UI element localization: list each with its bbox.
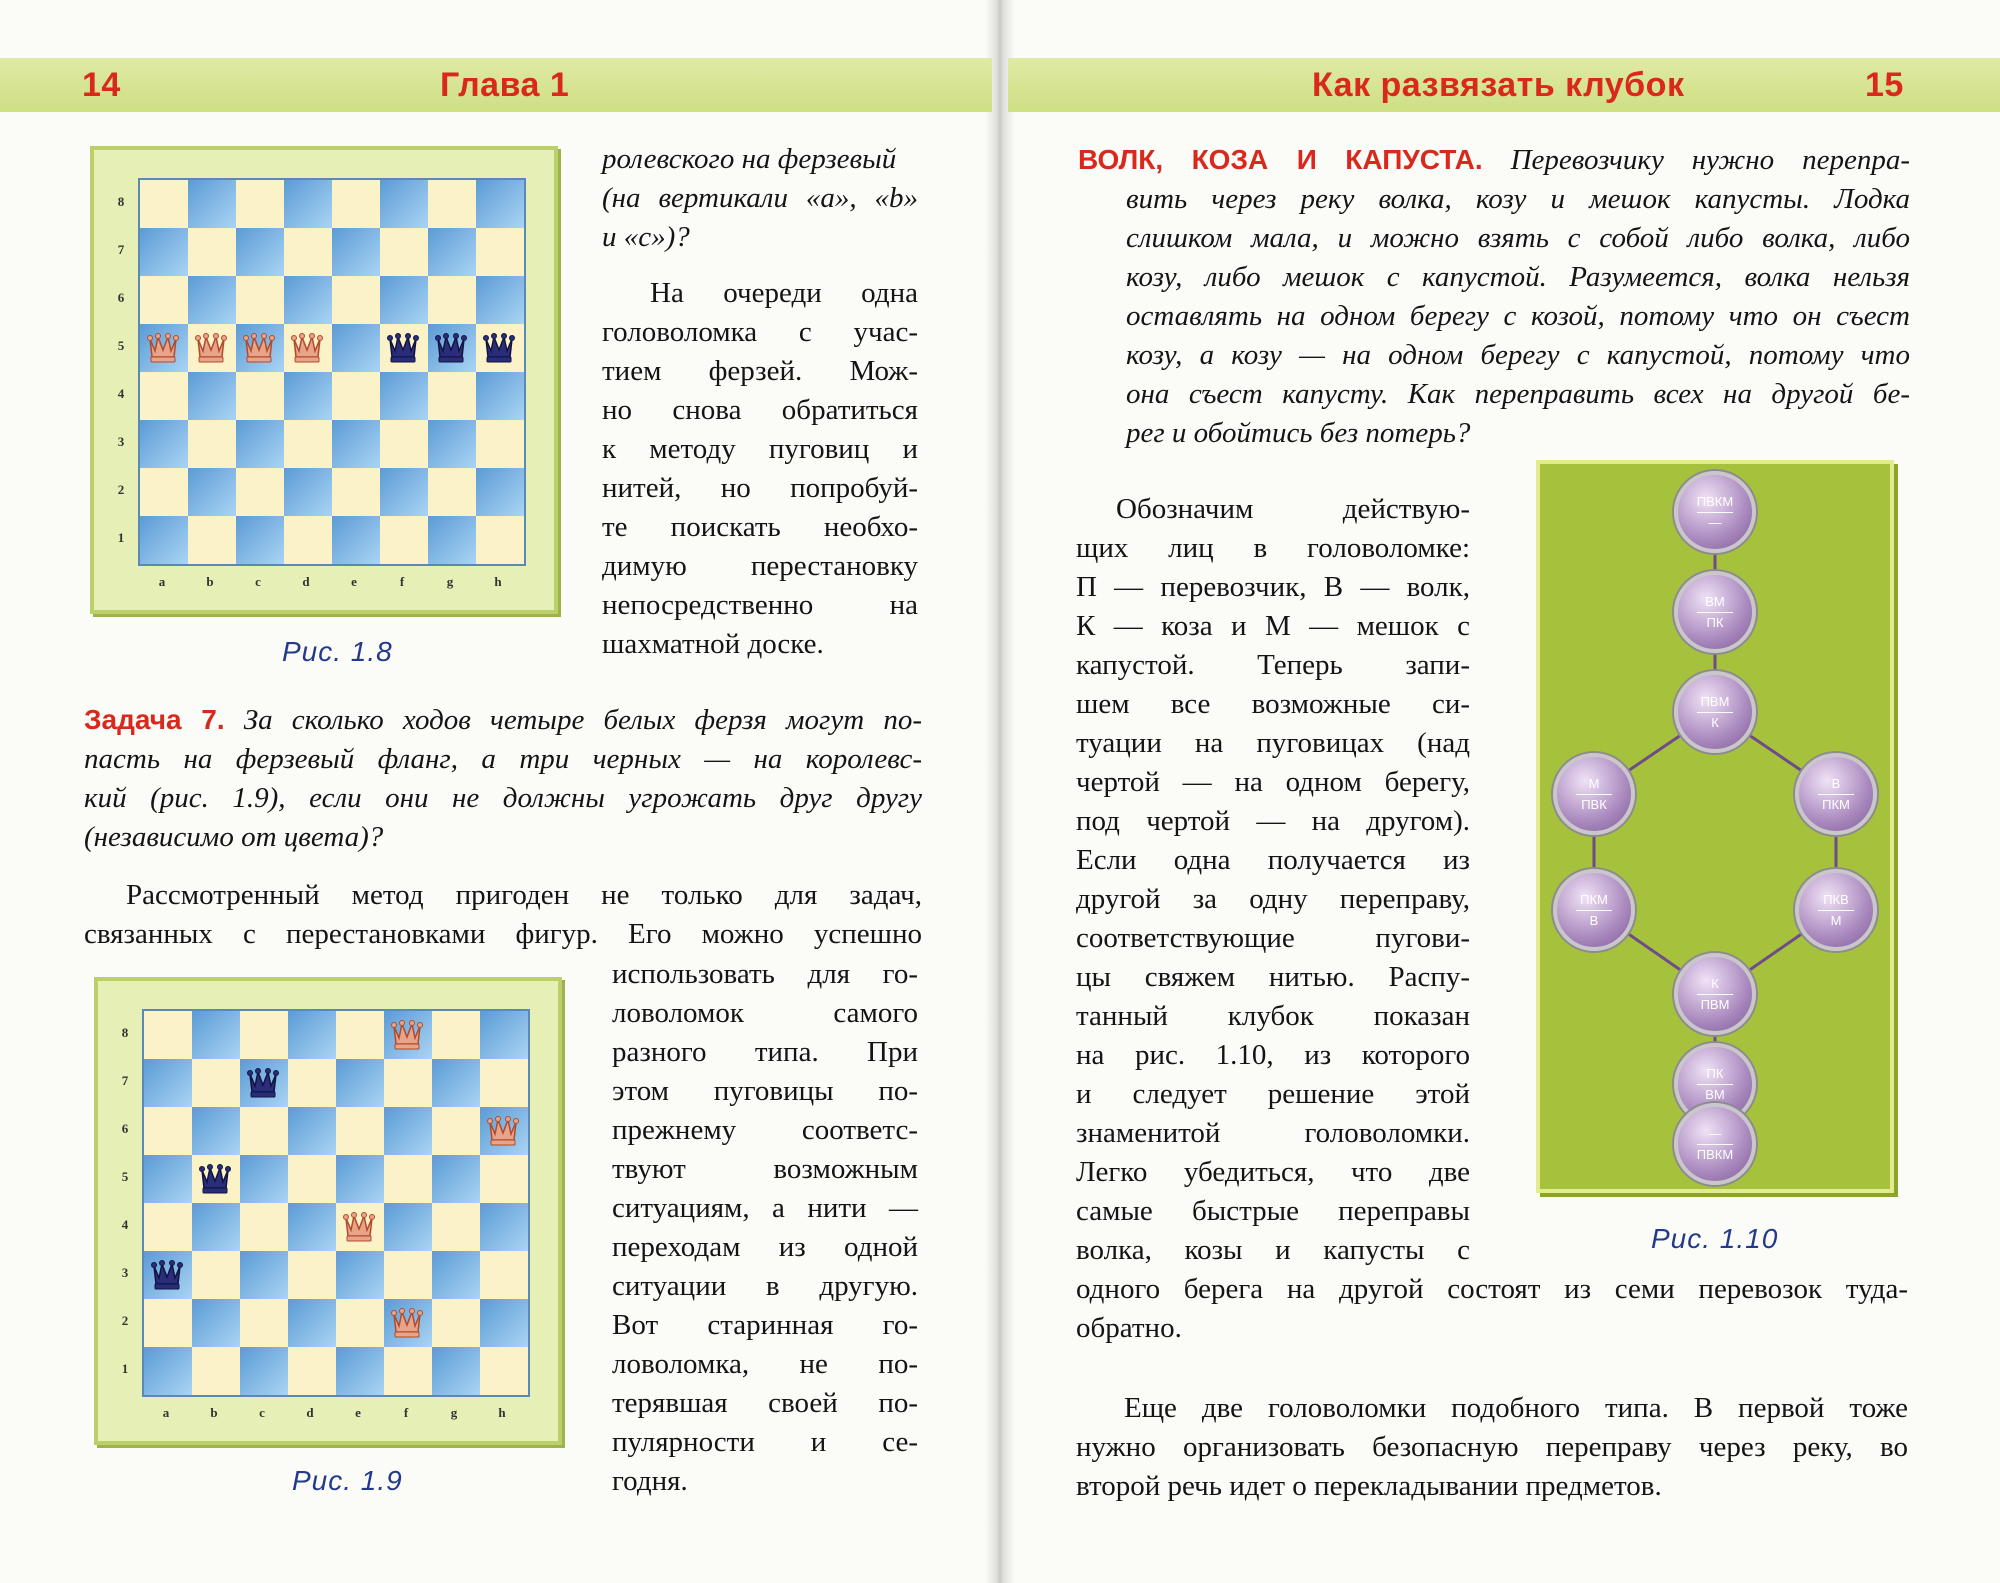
text-line: шем все возможные си- <box>1076 688 1470 720</box>
rank-label: 2 <box>121 1313 129 1328</box>
board-square <box>476 468 524 516</box>
board-square <box>288 1011 336 1059</box>
board-square <box>432 1155 480 1203</box>
board-square <box>284 228 332 276</box>
rank-label: 3 <box>117 434 125 449</box>
board-square <box>332 228 380 276</box>
node-bottom-label: — <box>1708 515 1722 530</box>
text-line: нитей, но попробуй- <box>602 472 918 504</box>
rank-label: 8 <box>121 1025 129 1040</box>
board-square <box>144 1155 192 1203</box>
board-square <box>384 1347 432 1395</box>
board-square <box>140 516 188 564</box>
board-square <box>144 1059 192 1107</box>
node-bottom-label: К <box>1711 715 1719 730</box>
text-line: капустой. Теперь запи- <box>1076 649 1470 681</box>
board-square <box>188 516 236 564</box>
text-line: тием ферзей. Мож- <box>602 355 918 387</box>
board-square <box>140 180 188 228</box>
board-square <box>236 180 284 228</box>
text-line: этом пуговицы по- <box>612 1075 918 1107</box>
board-square <box>188 228 236 276</box>
text-line: димую перестановку <box>602 550 918 582</box>
text-line: ситуациям, а нити — <box>612 1192 918 1224</box>
text-line: соответствующие пугови- <box>1076 922 1470 954</box>
board-square <box>188 372 236 420</box>
caption-fig-1-8: Рис. 1.8 <box>282 636 393 667</box>
board-square <box>432 1251 480 1299</box>
white-queen-icon <box>283 323 331 371</box>
rank-label: 5 <box>121 1169 129 1184</box>
board-square <box>332 324 380 372</box>
node-top-label: М <box>1576 776 1612 795</box>
file-label: c <box>259 1405 265 1420</box>
board-square <box>188 468 236 516</box>
node-bottom-label: ВМ <box>1705 1087 1725 1102</box>
board-square <box>192 1107 240 1155</box>
file-label: f <box>399 574 405 589</box>
file-label: h <box>498 1405 506 1420</box>
node-bottom-label: В <box>1589 913 1599 928</box>
board-square <box>432 1107 480 1155</box>
graph-button-node <box>1795 753 1877 835</box>
puzzle-line: она съест капусту. Как переправить всех на другой бе- <box>1126 378 1910 410</box>
text-line: ролевского на ферзевый <box>602 143 897 175</box>
task-7-line: кий (рис. 1.9), если они не должны угрожать друг другу <box>84 782 922 814</box>
board-square <box>284 516 332 564</box>
board-square <box>476 420 524 468</box>
paragraph-queens-puzzle <box>602 274 918 664</box>
board-square <box>336 1251 384 1299</box>
board-square <box>336 1011 384 1059</box>
board-square <box>192 1347 240 1395</box>
page-number-left: 14 <box>82 66 121 104</box>
black-queen-icon <box>427 323 475 371</box>
board-square <box>192 1299 240 1347</box>
caption-fig-1-9: Рис. 1.9 <box>292 1465 403 1496</box>
book-gutter <box>985 0 1015 1583</box>
graph-button-node <box>1795 869 1877 951</box>
text-line: ловоломок самого <box>612 997 918 1029</box>
puzzle-line: слишком мала, и можно взять с собой либо волка, либо <box>1126 222 1910 254</box>
board-square <box>240 1203 288 1251</box>
node-top-label: К <box>1697 976 1733 995</box>
node-top-label: ПК <box>1697 1066 1733 1085</box>
text-line: Еще две головоломки подобного типа. В первой тоже <box>1124 1392 1908 1424</box>
text-line: Если одна получается из <box>1076 844 1470 876</box>
board-square <box>144 1203 192 1251</box>
graph-button-node <box>1553 869 1635 951</box>
white-queen-icon <box>383 1298 431 1346</box>
board-square <box>188 420 236 468</box>
text-line: Вот старинная го- <box>612 1309 918 1341</box>
text-line: ловоломка, не по- <box>612 1348 918 1380</box>
board-square <box>284 468 332 516</box>
board-square <box>428 228 476 276</box>
board-square <box>380 420 428 468</box>
board-square <box>240 1347 288 1395</box>
board-square <box>288 1155 336 1203</box>
board-square <box>284 180 332 228</box>
board-square <box>384 1059 432 1107</box>
board-square <box>144 1347 192 1395</box>
node-top-label: В <box>1818 776 1854 795</box>
board-square <box>188 276 236 324</box>
rank-label: 7 <box>117 242 125 257</box>
node-top-label: ПКВ <box>1818 892 1854 911</box>
board-square <box>476 516 524 564</box>
text-line: прежнему соответс- <box>612 1114 918 1146</box>
node-top-label: ПВМ <box>1697 694 1733 713</box>
puzzle-heading: ВОЛК, КОЗА И КАПУСТА. <box>1078 144 1483 175</box>
board-square <box>428 372 476 420</box>
board-square <box>140 420 188 468</box>
board-square <box>236 228 284 276</box>
board-square <box>380 516 428 564</box>
board-grid <box>138 178 526 566</box>
board-square <box>284 372 332 420</box>
graph-button-node <box>1674 471 1756 553</box>
task-7 <box>84 700 922 857</box>
rank-label: 4 <box>117 386 125 401</box>
black-queen-icon <box>379 323 427 371</box>
board-square <box>480 1203 528 1251</box>
text-line: годня. <box>612 1465 688 1497</box>
paragraph-method <box>84 876 922 954</box>
board-square <box>480 1347 528 1395</box>
board-square <box>236 276 284 324</box>
board-square <box>140 468 188 516</box>
text-line: ситуации в другую. <box>612 1270 918 1302</box>
board-square <box>432 1203 480 1251</box>
text-line: Легко убедиться, что две <box>1076 1156 1470 1188</box>
board-square <box>380 372 428 420</box>
board-square <box>192 1059 240 1107</box>
task-7-label: Задача 7. <box>84 704 225 735</box>
black-queen-icon <box>143 1250 191 1298</box>
board-square <box>140 372 188 420</box>
text-line: На очереди одна <box>650 277 918 309</box>
rank-label: 6 <box>117 290 125 305</box>
board-square <box>384 1155 432 1203</box>
rank-label: 3 <box>121 1265 129 1280</box>
text-line: чертой — на одном берегу, <box>1076 766 1470 798</box>
board-square <box>432 1299 480 1347</box>
board-square <box>240 1251 288 1299</box>
board-square <box>480 1059 528 1107</box>
puzzle-line: рег и обойтись без потерь? <box>1126 417 1471 449</box>
board-square <box>332 516 380 564</box>
text-line: (на вертикали «a», «b» <box>602 182 918 214</box>
node-bottom-label: ПК <box>1706 615 1724 630</box>
board-square <box>192 1011 240 1059</box>
board-square <box>192 1203 240 1251</box>
graph-button-node <box>1674 1103 1756 1185</box>
board-square <box>476 180 524 228</box>
file-label: d <box>306 1405 314 1420</box>
board-square <box>380 228 428 276</box>
file-label: g <box>446 574 454 589</box>
chessboard-fig-1-8 <box>90 146 558 614</box>
rank-label: 4 <box>121 1217 129 1232</box>
text-line: те поискать необхо- <box>602 511 918 543</box>
text-line: терявшая своей по- <box>612 1387 918 1419</box>
graph-button-node <box>1674 671 1756 753</box>
rank-label: 6 <box>121 1121 129 1136</box>
text-line: переходам из одной <box>612 1231 918 1263</box>
text-line: П — перевозчик, В — волк, <box>1076 571 1470 603</box>
file-label: b <box>210 1405 218 1420</box>
puzzle-line: вить через реку волка, козу и мешок капусты. Лодка <box>1126 183 1910 215</box>
rank-label: 1 <box>121 1361 129 1376</box>
board-square <box>240 1299 288 1347</box>
node-bottom-label: ПВК <box>1581 797 1607 812</box>
board-square <box>140 276 188 324</box>
chapter-title: Глава 1 <box>440 66 570 104</box>
file-label: g <box>450 1405 458 1420</box>
board-square <box>188 180 236 228</box>
board-square <box>236 468 284 516</box>
file-label: a <box>162 1405 170 1420</box>
text-line: цы свяжем нитью. Распу- <box>1076 961 1470 993</box>
graph-button-node <box>1553 753 1635 835</box>
board-square <box>332 372 380 420</box>
board-square <box>336 1347 384 1395</box>
text-line: твуют возможным <box>612 1153 918 1185</box>
board-square <box>192 1251 240 1299</box>
node-bottom-label: ПВКМ <box>1696 1147 1734 1162</box>
board-square <box>476 372 524 420</box>
task-7-line: За сколько ходов четыре белых ферзя могут по- <box>243 704 922 736</box>
black-queen-icon <box>475 323 523 371</box>
board-square <box>336 1107 384 1155</box>
text-line: разного типа. При <box>612 1036 918 1068</box>
text-line: использовать для го- <box>612 958 918 990</box>
text-line: шахматной доске. <box>602 628 824 660</box>
board-square <box>380 180 428 228</box>
paragraph-notation-end <box>1076 1270 1908 1348</box>
board-square <box>288 1059 336 1107</box>
text-line: танный клубок показан <box>1076 1000 1470 1032</box>
board-square <box>428 180 476 228</box>
file-label: h <box>494 574 502 589</box>
board-square <box>480 1251 528 1299</box>
text-line: и «c»)? <box>602 221 690 253</box>
rank-label: 7 <box>121 1073 129 1088</box>
wolf-goat-cabbage-puzzle <box>1078 140 1910 453</box>
text-line: и следует решение этой <box>1076 1078 1470 1110</box>
file-label: b <box>206 574 214 589</box>
board-square <box>144 1299 192 1347</box>
board-square <box>428 276 476 324</box>
text-line: знаменитой головоломки. <box>1076 1117 1470 1149</box>
text-line: на рис. 1.10, из которого <box>1076 1039 1470 1071</box>
puzzle-line: Перевозчику нужно перепра- <box>1510 144 1911 176</box>
board-square <box>240 1155 288 1203</box>
text-line: обратно. <box>1076 1312 1182 1344</box>
node-top-label: ПВКМ <box>1697 494 1733 513</box>
node-bottom-label: ПВМ <box>1700 997 1730 1012</box>
puzzle-line: козу, либо мешок с капустой. Разумеется, волка нельзя <box>1126 261 1910 293</box>
board-square <box>332 468 380 516</box>
board-square <box>432 1059 480 1107</box>
board-square <box>284 420 332 468</box>
text-line: нужно организовать безопасную переправу через реку, во <box>1076 1431 1908 1463</box>
board-square <box>480 1155 528 1203</box>
right-header-band <box>1008 58 2000 112</box>
chessboard-fig-1-9 <box>94 977 562 1445</box>
task-7-line: (независимо от цвета)? <box>84 821 384 853</box>
file-label: e <box>355 1405 361 1420</box>
paragraph-method-continued <box>612 955 918 1501</box>
board-square <box>144 1107 192 1155</box>
paragraph-more-puzzles <box>1076 1389 1908 1506</box>
board-square <box>384 1107 432 1155</box>
board-square <box>236 420 284 468</box>
text-line: одного берега на другой состоят из семи перевозок туда- <box>1076 1273 1908 1305</box>
black-queen-icon <box>191 1154 239 1202</box>
file-label: d <box>302 574 310 589</box>
text-line: волка, козы и капусты с <box>1076 1234 1470 1266</box>
file-label: a <box>158 574 166 589</box>
text-line: но снова обратиться <box>602 394 918 426</box>
board-square <box>332 276 380 324</box>
node-top-label: ВМ <box>1697 594 1733 613</box>
graph-button-node <box>1674 953 1756 1035</box>
text-line: щих лиц в головоломке: <box>1076 532 1470 564</box>
white-queen-icon <box>187 323 235 371</box>
board-square <box>284 276 332 324</box>
caption-fig-1-10: Рис. 1.10 <box>1651 1223 1779 1254</box>
board-square <box>236 516 284 564</box>
text-line: непосредственно на <box>602 589 918 621</box>
page-number-right: 15 <box>1865 66 1904 104</box>
text-line: самые быстрые переправы <box>1076 1195 1470 1227</box>
board-square <box>336 1059 384 1107</box>
text-line: Обозначим действую- <box>1116 493 1470 525</box>
text-line: головоломка с учас- <box>602 316 918 348</box>
rank-label: 2 <box>117 482 125 497</box>
board-square <box>240 1107 288 1155</box>
puzzle-line: оставлять на одном берегу с козой, потому что он съест <box>1126 300 1910 332</box>
text-line: Рассмотренный метод пригоден не только для задач, <box>126 879 922 911</box>
file-label: c <box>255 574 261 589</box>
text-line: второй речь идет о перекладывании предметов. <box>1076 1470 1662 1502</box>
text-line: к методу пуговиц и <box>602 433 918 465</box>
board-square <box>380 468 428 516</box>
node-top-label: — <box>1697 1126 1733 1145</box>
board-square <box>476 276 524 324</box>
section-title: Как развязать клубок <box>1312 66 1685 104</box>
rank-label: 1 <box>117 530 125 545</box>
intro-text <box>602 140 918 257</box>
board-square <box>432 1347 480 1395</box>
white-queen-icon <box>335 1202 383 1250</box>
board-square <box>384 1251 432 1299</box>
board-square <box>140 228 188 276</box>
board-square <box>288 1299 336 1347</box>
board-square <box>240 1011 288 1059</box>
left-header-band <box>0 58 992 112</box>
text-line: под чертой — на другом). <box>1076 805 1470 837</box>
board-square <box>288 1203 336 1251</box>
board-square <box>480 1299 528 1347</box>
rank-label: 8 <box>117 194 125 209</box>
board-square <box>476 228 524 276</box>
board-square <box>288 1107 336 1155</box>
board-square <box>428 420 476 468</box>
text-line: другой за одну переправу, <box>1076 883 1470 915</box>
text-line: связанных с перестановками фигур. Его можно успешно <box>84 918 922 950</box>
file-label: e <box>351 574 357 589</box>
board-square <box>380 276 428 324</box>
white-queen-icon <box>479 1106 527 1154</box>
board-square <box>332 420 380 468</box>
board-square <box>428 468 476 516</box>
rank-label: 5 <box>117 338 125 353</box>
board-square <box>336 1155 384 1203</box>
file-label: f <box>403 1405 409 1420</box>
text-line: туации на пуговицах (над <box>1076 727 1470 759</box>
board-square <box>236 372 284 420</box>
paragraph-notation <box>1076 490 1470 1270</box>
black-queen-icon <box>239 1058 287 1106</box>
task-7-line: пасть на ферзевый фланг, а три черных — на королевс- <box>84 743 922 775</box>
text-line: К — коза и М — мешок с <box>1076 610 1470 642</box>
board-square <box>288 1347 336 1395</box>
graph-button-node <box>1674 571 1756 653</box>
board-square <box>336 1299 384 1347</box>
node-bottom-label: М <box>1830 913 1842 928</box>
node-top-label: ПКМ <box>1576 892 1612 911</box>
board-square <box>332 180 380 228</box>
white-queen-icon <box>383 1010 431 1058</box>
board-square <box>432 1011 480 1059</box>
text-line: пулярности и се- <box>612 1426 918 1458</box>
board-square <box>288 1251 336 1299</box>
board-square <box>428 516 476 564</box>
board-square <box>480 1011 528 1059</box>
white-queen-icon <box>139 323 187 371</box>
board-square <box>384 1203 432 1251</box>
board-square <box>144 1011 192 1059</box>
node-bottom-label: ПКМ <box>1822 797 1850 812</box>
puzzle-line: козу, а козу — на одном берегу с капустой, потому что <box>1126 339 1910 371</box>
button-graph-fig-1-10 <box>1536 460 1894 1193</box>
white-queen-icon <box>235 323 283 371</box>
